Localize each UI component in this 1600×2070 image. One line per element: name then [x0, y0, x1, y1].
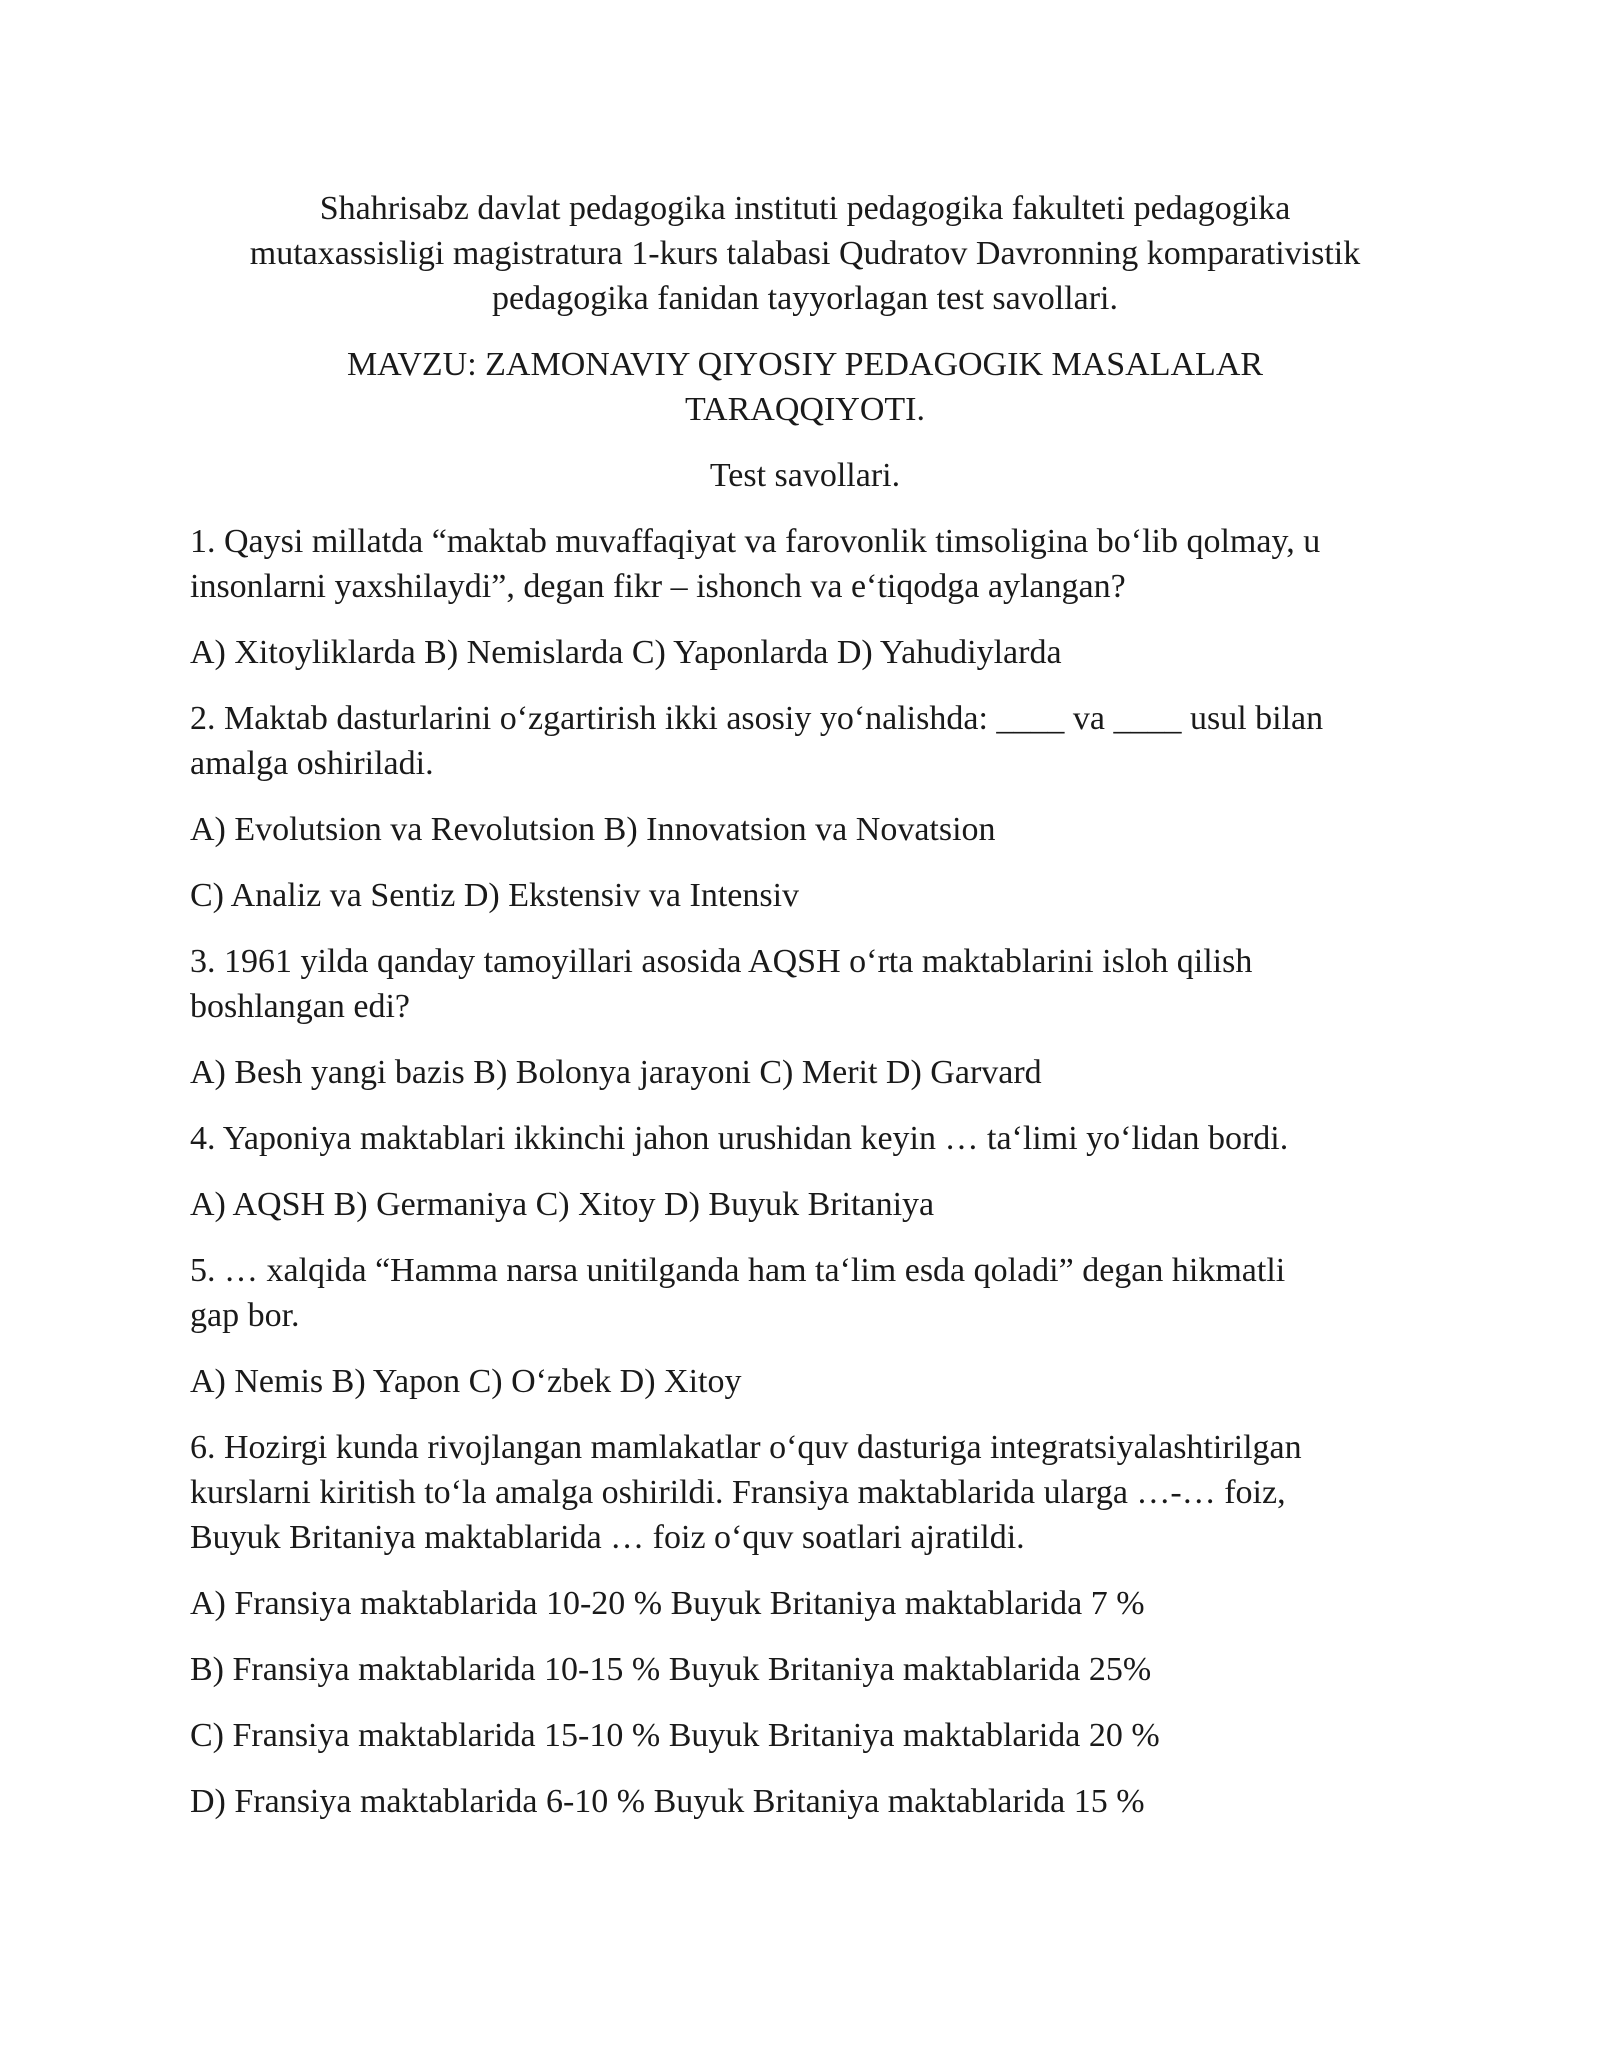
section-subtitle: Test savollari.: [709, 457, 901, 494]
answer-6-c: C) Fransiya maktablarida 15-10 % Buyuk Britaniya maktablarida 20 %: [190, 1717, 1160, 1754]
topic-title: MAVZU: ZAMONAVIY QIYOSIY PEDAGOGIK MASALALAR TARAQQIYOTI.: [346, 346, 1264, 428]
question-3: 3. 1961 yilda qanday tamoyillari asosida AQSH o‘rta maktablarini isloh qilish boshlangan edi?: [190, 943, 1253, 1025]
question-6: 6. Hozirgi kunda rivojlangan mamlakatlar o‘quv dasturiga integratsiyalashtirilgan kurslarni kiritish to‘la amalga oshirildi. Fransiya maktablarida ularga …-… foiz, Buyuk Britaniya maktablarida … foiz o‘quv soatlari ajratildi.: [190, 1429, 1302, 1556]
document-body: [190, 186, 1420, 1845]
answer-6-a: A) Fransiya maktablarida 10-20 % Buyuk Britaniya maktablarida 7 %: [190, 1585, 1145, 1622]
answers-4: A) AQSH B) Germaniya C) Xitoy D) Buyuk Britaniya: [190, 1186, 935, 1223]
answers-3: A) Besh yangi bazis B) Bolonya jarayoni C) Merit D) Garvard: [190, 1054, 1042, 1091]
question-4: 4. Yaponiya maktablari ikkinchi jahon urushidan keyin … ta‘limi yo‘lidan bordi.: [190, 1120, 1289, 1157]
answer-6-b: B) Fransiya maktablarida 10-15 % Buyuk Britaniya maktablarida 25%: [190, 1651, 1152, 1688]
question-5: 5. … xalqida “Hamma narsa unitilganda ham ta‘lim esda qoladi” degan hikmatli gap bor.: [190, 1252, 1286, 1334]
answers-2-line-2: C) Analiz va Sentiz D) Ekstensiv va Intensiv: [190, 877, 800, 914]
answers-2-line-1: A) Evolutsion va Revolutsion B) Innovatsion va Novatsion: [190, 811, 996, 848]
question-2: 2. Maktab dasturlarini o‘zgartirish ikki asosiy yo‘nalishda: ____ va ____ usul bilan amalga oshiriladi.: [190, 700, 1324, 782]
question-1: 1. Qaysi millatda “maktab muvaffaqiyat va farovonlik timsoligina bo‘lib qolmay, u insonlarni yaxshilaydi”, degan fikr – ishonch va e‘tiqodga aylangan?: [190, 523, 1321, 605]
answers-1: A) Xitoyliklarda B) Nemislarda C) Yaponlarda D) Yahudiylarda: [190, 634, 1062, 671]
document-header: Shahrisabz davlat pedagogika instituti pedagogika fakulteti pedagogika mutaxassisligi magistratura 1-kurs talabasi Qudratov Davronning komparativistik pedagogika fanidan tayyorlagan test savollari.: [249, 190, 1361, 317]
answer-6-d: D) Fransiya maktablarida 6-10 % Buyuk Britaniya maktablarida 15 %: [190, 1783, 1145, 1820]
answers-5: A) Nemis B) Yapon C) O‘zbek D) Xitoy: [190, 1363, 742, 1400]
